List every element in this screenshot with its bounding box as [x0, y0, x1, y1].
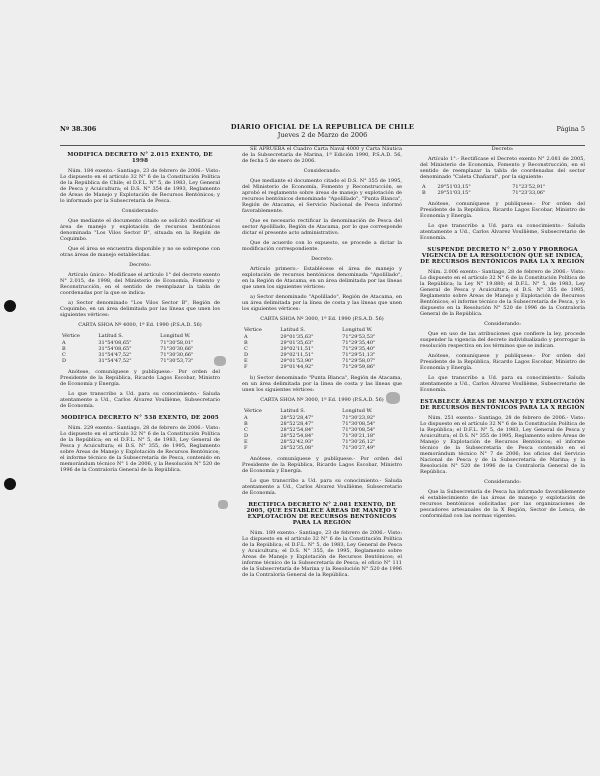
table-cell: 28°52'54,84": [280, 427, 314, 433]
table-cell: 71°30'08,54": [342, 427, 376, 433]
table-cell: B: [244, 340, 248, 346]
paragraph: Artículo primero.- Establécese el área de manejo y explotación de recursos bentónicos denominada "Apolillado", en la Región de Atacama, en un área delimitada por las líneas que unen los siguientes vértices:: [242, 266, 402, 290]
decree-heading: MODIFICA DECRETO N° 2.015 EXENTO, DE 1998: [67, 152, 213, 164]
coordinates-table: [242, 407, 402, 451]
binder-hole: [4, 478, 16, 490]
paragraph: Núm. 189 exento.- Santiago, 23 de febrero de 2006.- Visto: Lo dispuesto en el artículo 32 N° 6 de la Constitución Política de la República; el D.F.L. N° 5, de 1983, Ley General de Pesca y Acuicultura; el D.S. N° 355, de 1995, Reglamento sobre Áreas de Manejo y Explotación de Recursos Bentónicos; el informe técnico de la Subsecretaría de Pesca; el oficio N° 111 de la Subsecretaría de Marina y la Resolución N° 520 de 1996 de la Contraloría General de la República.: [242, 530, 402, 578]
section-label: Considerando:: [484, 479, 521, 485]
paragraph: Núm. 184 exento.- Santiago, 23 de febrero de 2006.- Visto: Lo dispuesto en el artículo 32 N° 6 de la Constitución Política de la República de Chile; el D.F.L. N° 5, de 1983, Ley General de Pesca y Acuicultura; el D.S. N° 354 de 1993, Reglamento de Áreas de Manejo y Explotación de Recursos Bentónicos; y lo informado por la Subsecretaría de Pesca.: [60, 168, 220, 204]
column-2: [242, 146, 402, 736]
table-cell: A: [62, 340, 66, 346]
paragraph: Anótese, comuníquese y publíquese.- Por orden del Presidente de la República, Ricardo Lagos Escobar, Ministro de Economía y Energía.: [420, 353, 585, 371]
table-cell: 71°30'30,66": [160, 346, 194, 352]
paragraph: Artículo único.- Modifícase el artículo 1° del decreto exento N° 2.015, de 1998, del Ministerio de Economía, Fomento y Reconstrucción, en el sentido de reemplazar la tabla de coordenadas por la que se indica:: [60, 272, 220, 296]
table-cell: 29°01'44,92": [280, 364, 314, 370]
paragraph: SE APRUEBA el Cuadro Carta Naval 4000 y Carta Náutica de la Subsecretaría de Marina, 1ª Edición 1990, P.S.A.D. 56, de fecha 5 de enero de 2006.: [242, 146, 402, 164]
table-cell: 31°54'47,52": [98, 352, 132, 358]
table-cell: 29°51'03,15": [437, 190, 471, 196]
table-cell: 29°51'03,15": [437, 184, 471, 190]
table-cell: B: [244, 421, 248, 427]
paragraph: Núm. 229 exento.- Santiago, 28 de febrero de 2006.- Visto: Lo dispuesto en el artículo 32 N° 6 de la Constitución Política de la República; en el D.F.L. N° 5, de 1983, Ley General de Pesca y Acuicultura; el D.S. N° 355, de 1995, Reglamento sobre Áreas de Manejo y Explotación de Recursos Bentónicos; el informe técnico de la Subsecretaría de Pesca, contenido en memorándum técnico N° 1 de 2006, y la Resolución N° 520 de 1996 de la Contraloría General de la República.: [60, 425, 220, 473]
table-cell: D: [244, 352, 249, 358]
table-cell: 71°29'53,53": [342, 334, 376, 340]
section-label: Considerando:: [484, 321, 521, 327]
table-row: [420, 190, 585, 196]
gazette-title: DIARIO OFICIAL DE LA REPUBLICA DE CHILE: [230, 123, 415, 131]
table-cell: 71°29'59,86": [342, 364, 376, 370]
table-cell: F: [244, 445, 248, 451]
paragraph: Que de acuerdo con lo expuesto, se procede a dictar la modificación correspondiente.: [242, 240, 402, 252]
paragraph: Anótese, comuníquese y publíquese.- Por orden del Presidente de la República, Ricardo Lagos Escobar, Ministro de Economía y Energía.: [420, 201, 585, 219]
section-label: Decreto:: [129, 262, 151, 268]
paragraph: Núm. 251 exento.- Santiago, 28 de febrero de 2006.- Visto: Lo dispuesto en el artículo 32 N° 6 de la Constitución Política de la República; el D.F.L. N° 5, de 1983, Ley General de Pesca y Acuicultura; el D.S. N° 355 de 1995, Reglamento sobre Áreas de Manejo y Explotación de Recursos Bentónicos; el informe técnico de la Subsecretaría de Pesca contenido en el memorándum técnico N° 7 de 2006; los oficios del Servicio Nacional de Pesca y de la Subsecretaría de Marina; y la Resolución N° 520 de 1996 de la Contraloría General de la República.: [420, 415, 585, 475]
decree-heading: RECTIFICA DECRETO N° 2.081 EXENTO, DE 2005, QUE ESTABLECE ÁREAS DE MANEJO Y EXPLOTACIÓN DE RECURSOS BENTÓNICOS PARA LA REGIÓN: [246, 502, 398, 526]
table-cell: 71°30'21,18": [342, 433, 376, 439]
section-label: Considerando:: [303, 168, 341, 174]
table-cell: 29°01'53,90": [280, 358, 314, 364]
table-cell: 28°52'54,84": [280, 433, 314, 439]
table-cell: D: [244, 433, 249, 439]
table-cell: A: [244, 334, 248, 340]
table-cell: C: [244, 427, 248, 433]
table-cell: 28°52'28,47": [280, 421, 314, 427]
paragraph: Que es necesario rectificar la denominación de Pesca del sector Apolillado, Región de Atacama, por lo que corresponde dictar el presente acto administrativo.: [242, 218, 402, 236]
coordinates-table: [60, 332, 220, 364]
table-cell: 71°30'53,73": [160, 358, 194, 364]
chart-reference: CARTA SHOA Nº 4000, 1ª Ed. 1990 (P.S.A.D. 56): [78, 322, 202, 328]
table-row: [242, 445, 402, 451]
paragraph: Lo que transcribo a Ud. para su conocimiento.- Saluda atentamente a Ud., Carlos Álvarez Voullième, Subsecretario de Economía.: [242, 478, 402, 496]
table-cell: 31°54'08,65": [98, 346, 132, 352]
paragraph: Lo que transcribo a Ud. para su conocimiento.- Saluda atentamente a Ud., Carlos Álvarez Voullième, Subsecretario de Economía.: [420, 375, 585, 393]
section-label: Decreto:: [311, 256, 333, 262]
table-cell: 28°52'42,93": [280, 439, 314, 445]
paragraph: a) Sector denominado "Apolillado", Región de Atacama, en un área delimitada por la línea de costa y las líneas que unen los siguientes vértices:: [242, 294, 402, 312]
decree-heading: ESTABLECE ÁREAS DE MANEJO Y EXPLOTACIÓN DE RECURSOS BENTÓNICOS PARA LA X REGIÓN: [420, 399, 585, 411]
paragraph: Que la Subsecretaría de Pesca ha informado favorablemente el establecimiento de las áreas de manejo y explotación de recursos bentónicos solicitadas por las organizaciones de pescadores artesanales de la X Región, Sector de Lenca, de conformidad con las normas vigentes.: [420, 489, 585, 519]
page-number-right: Página 5: [556, 125, 585, 133]
table-header: Latitud S.: [98, 333, 124, 339]
paragraph: Que mediante el documento citado el D.S. N° 355 de 1995, del Ministerio de Economía, Fomento y Reconstrucción, se aprobó el reglamento sobre áreas de manejo y explotación de recursos bentónicos denominado "Apolillado", "Punta Blanca", Región de Atacama, el Servicio Nacional de Pesca informó favorablemente.: [242, 178, 402, 214]
paragraph: b) Sector denominado "Punta Blanca", Región de Atacama, en un área delimitada por la línea de costa y las líneas que unen los siguientes vértices:: [242, 375, 402, 393]
table-cell: A: [422, 184, 426, 190]
table-cell: D: [62, 358, 67, 364]
binder-hole: [4, 300, 16, 312]
table-cell: C: [62, 352, 66, 358]
table-cell: 71°29'51,13": [342, 352, 376, 358]
table-header: Vértice: [244, 327, 262, 333]
coordinates-table: [420, 184, 585, 196]
paragraph: Anótese, comuníquese y publíquese.- Por orden del Presidente de la República, Ricardo Lagos Escobar, Ministro de Economía y Energía.: [242, 456, 402, 474]
table-cell: 31°54'08,65": [98, 340, 132, 346]
paragraph: Artículo 1°.- Rectifícase el Decreto exento N° 2.081 de 2005, del Ministerio de Economía, Fomento y Reconstrucción, en el sentido de reemplazar la tabla de coordenadas del sector denominado "Caleta Chañaral", por la siguiente:: [420, 156, 585, 180]
table-cell: E: [244, 439, 248, 445]
table-cell: 71°30'23,92": [342, 415, 376, 421]
table-header: Vértice: [62, 333, 80, 339]
table-row: [242, 364, 402, 370]
table-cell: B: [422, 190, 426, 196]
table-row: [60, 358, 220, 364]
paragraph: Que mediante el documento citado se solicitó modificar el área de manejo y explotación de recursos bentónicos denominada "Los Vilos Sector B", situada en la Región de Coquimbo.: [60, 218, 220, 242]
table-cell: C: [244, 346, 248, 352]
chart-reference: CARTA SHOA Nº 3000, 1ª Ed. 1990 (P.S.A.D. 56): [260, 316, 384, 322]
table-header: Longitud W.: [160, 333, 191, 339]
table-cell: E: [244, 358, 248, 364]
table-cell: 29°01'35,63": [280, 340, 314, 346]
paragraph: a) Sector denominado "Los Vilos Sector B", Región de Coquimbo, en un área delimitada por las líneas que unen los siguientes vértices:: [60, 300, 220, 318]
table-cell: F: [244, 364, 248, 370]
table-cell: 71°29'35,40": [342, 340, 376, 346]
paragraph: Lo que transcribo a Ud. para su conocimiento.- Saluda atentamente a Ud., Carlos Álvarez Voullième, Subsecretario de Economía.: [60, 391, 220, 409]
table-cell: B: [62, 346, 66, 352]
table-cell: 28°52'28,47": [280, 415, 314, 421]
table-header: Longitud W.: [342, 408, 373, 414]
table-cell: 71°29'58,07": [342, 358, 376, 364]
table-cell: 71°30'26,12": [342, 439, 376, 445]
page-number-left: Nº 38.306: [60, 125, 97, 133]
table-header: Latitud S.: [280, 327, 306, 333]
coordinates-table: [242, 326, 402, 370]
paragraph: Núm. 2.006 exento.- Santiago, 28 de febrero de 2006.- Visto: Lo dispuesto en el artículo 32 N° 6 de la Constitución Política de la República; la Ley N° 19.880; el D.F.L. N° 5, de 1983, Ley General de Pesca y Acuicultura; el D.S. N° 355 de 1995, Reglamento sobre Áreas de Manejo y Explotación de Recursos Bentónicos; el informe técnico de la Subsecretaría de Pesca, y lo dispuesto en la Resolución N° 520 de 1996 de la Contraloría General de la República.: [420, 269, 585, 317]
table-cell: 71°30'27,49": [342, 445, 376, 451]
table-cell: 29°02'11,51": [280, 352, 314, 358]
table-cell: 71°23'52,91": [512, 184, 546, 190]
table-cell: 71°30'30,66": [160, 352, 194, 358]
table-header: Latitud S.: [280, 408, 306, 414]
table-cell: 28°52'35,08": [280, 445, 314, 451]
table-cell: 71°29'35,40": [342, 346, 376, 352]
decree-heading: MODIFICA DECRETO N° 538 EXENTO, DE 2005: [61, 415, 219, 421]
column-1: [60, 146, 220, 736]
table-cell: 31°54'47,52": [98, 358, 132, 364]
decree-heading: SUSPENDE DECRETO N° 2.050 Y PRORROGA VIGENCIA DE LA RESOLUCIÓN QUE SE INDICA, DE RECURSOS BENTÓNICOS PARA LA X REGIÓN: [420, 247, 585, 265]
chart-reference: CARTA SHOA Nº 3000, 1ª Ed. 1990 (P.S.A.D. 56): [260, 397, 384, 403]
table-cell: A: [244, 415, 248, 421]
table-cell: 71°30'08,54": [342, 421, 376, 427]
table-cell: 29°01'35,63": [280, 334, 314, 340]
column-3: [420, 146, 585, 736]
gazette-date: Jueves 2 de Marzo de 2006: [277, 131, 368, 139]
section-label: Decreto:: [491, 146, 514, 152]
paragraph: Anótese, comuníquese y publíquese.- Por orden del Presidente de la República, Ricardo Lagos Escobar, Ministro de Economía y Energía.: [60, 369, 220, 387]
paragraph: Que el área se encuentra disponible y no se sobrepone con otras áreas de manejo establecidas.: [60, 246, 220, 258]
table-header: Longitud W.: [342, 327, 373, 333]
page-header: [60, 124, 585, 146]
section-label: Considerando:: [121, 208, 159, 214]
table-cell: 71°30'58,01": [160, 340, 194, 346]
paragraph: Que en uso de las atribuciones que confiere la ley, procede suspender la vigencia del decreto individualizado y prorrogar la resolución respectiva en los términos que se indican.: [420, 331, 585, 349]
table-header: Vértice: [244, 408, 262, 414]
paragraph: Lo que transcribo a Ud. para su conocimiento.- Saluda atentamente a Ud., Carlos Álvarez Voullième, Subsecretario de Economía.: [420, 223, 585, 241]
table-cell: 71°23'33,06": [512, 190, 546, 196]
table-cell: 29°02'11,51": [280, 346, 314, 352]
